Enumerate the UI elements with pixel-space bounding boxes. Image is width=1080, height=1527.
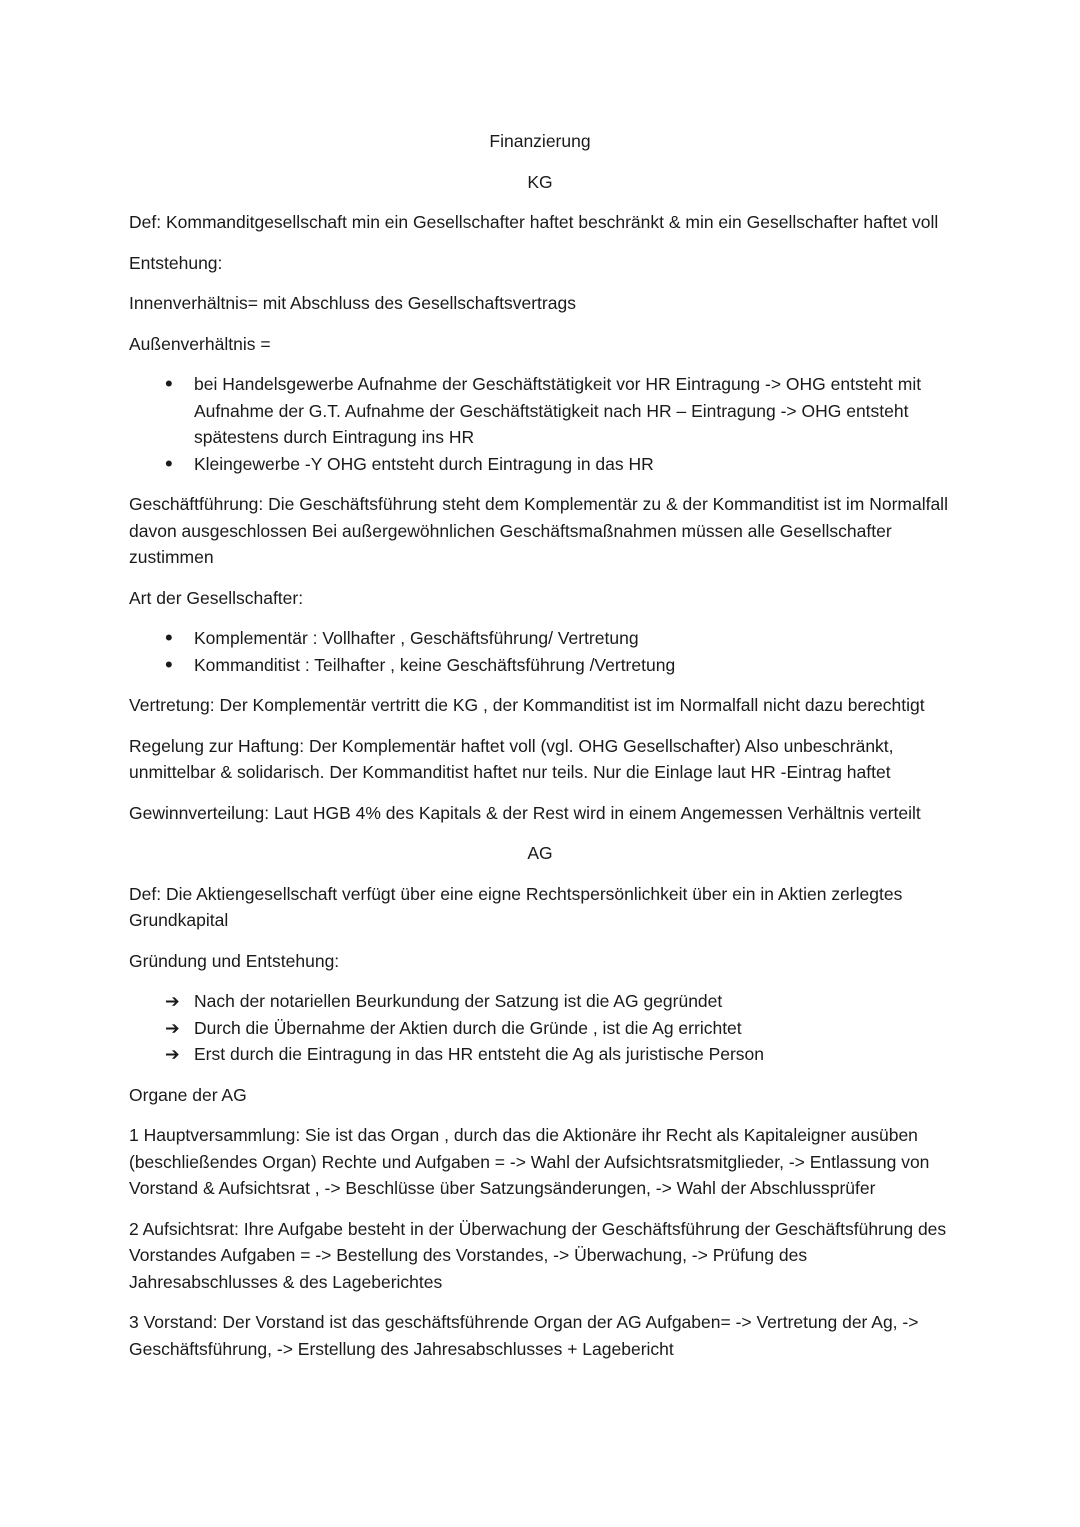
gesellschafter-list	[129, 625, 959, 678]
list-item	[129, 371, 959, 451]
list-item	[129, 625, 959, 652]
document-page	[129, 128, 959, 1376]
list-item	[129, 1041, 959, 1068]
ag-aufsichtsrat: 2 Aufsichtsrat: Ihre Aufgabe besteht in der Überwachung der Geschäftsführung der Geschäftsführung des Vorstandes Aufgaben = -> Bestellung des Vorstandes, -> Überwachung, -> Prüfung des Jahresabschlusses & des Lageberichtes	[129, 1218, 947, 1292]
list-item	[129, 652, 959, 679]
kg-haftung: Regelung zur Haftung: Der Komplementär haftet voll (vgl. OHG Gesellschafter) Also unbeschränkt, unmittelbar & solidarisch. Der Kommanditist haftet nur teils. Nur die Einlage laut HR -Eintrag haftet	[129, 735, 894, 782]
ag-gruendung-label: Gründung und Entstehung:	[129, 950, 340, 971]
kg-definition: Def: Kommanditgesellschaft min ein Gesellschafter haftet beschränkt & min ein Gesellschafter haftet voll	[129, 212, 939, 232]
list-item-text: Kleingewerbe -Y OHG entsteht durch Eintragung in das HR	[194, 453, 654, 474]
section-heading-kg: KG	[527, 171, 553, 192]
gruendung-list	[129, 988, 959, 1068]
ag-vorstand: 3 Vorstand: Der Vorstand ist das geschäftsführende Organ der AG Aufgaben= -> Vertretung der Ag, -> Geschäftsführung, -> Erstellung des Jahresabschlusses + Lagebericht	[129, 1312, 919, 1359]
ag-definition: Def: Die Aktiengesellschaft verfügt über eine eigne Rechtspersönlichkeit über ein in Aktien zerlegtes Grundkapital	[129, 883, 903, 930]
ag-hauptversammlung: 1 Hauptversammlung: Sie ist das Organ , durch das die Aktionäre ihr Recht als Kapitaleigner ausüben (beschließendes Organ) Rechte und Aufgaben = -> Wahl der Aufsichtsratsmitglieder, -> Entlassung von Vorstand & Aufsichtsrat , -> Beschlüsse über Satzungsänderungen, -> Wahl der Abschlussprüfer	[129, 1125, 930, 1198]
ag-organe-label: Organe der AG	[129, 1084, 247, 1105]
right-arrow-icon: ➔	[165, 1044, 180, 1064]
bullet-dot-icon	[165, 371, 185, 399]
list-item-text: Durch die Übernahme der Aktien durch die Gründe , ist die Ag errichtet	[194, 1017, 742, 1038]
kg-aussenverhaeltnis-label: Außenverhältnis =	[129, 333, 271, 354]
kg-art-label: Art der Gesellschafter:	[129, 587, 304, 608]
kg-vertretung: Vertretung: Der Komplementär vertritt die KG , der Kommanditist ist im Normalfall nicht dazu berechtigt	[129, 695, 925, 715]
kg-entstehung-label: Entstehung:	[129, 252, 223, 273]
bullet-dot-icon	[165, 451, 185, 479]
list-item-text: Erst durch die Eintragung in das HR entsteht die Ag als juristische Person	[194, 1044, 765, 1064]
bullet-dot-icon	[165, 625, 185, 653]
list-item	[129, 451, 959, 478]
right-arrow-icon: ➔	[165, 1017, 180, 1038]
list-item-text: Nach der notariellen Beurkundung der Satzung ist die AG gegründet	[194, 991, 723, 1011]
section-heading-ag: AG	[527, 843, 553, 863]
list-item	[129, 1015, 959, 1042]
right-arrow-icon: ➔	[165, 991, 180, 1011]
kg-innenverhaeltnis: Innenverhältnis= mit Abschluss des Gesellschaftsvertrags	[129, 293, 576, 313]
kg-geschaeftsfuehrung: Geschäftführung: Die Geschäftsführung steht dem Komplementär zu & der Kommanditist ist im Normalfall davon ausgeschlossen Bei außergewöhnlichen Geschäftsmaßnahmen müssen alle Gesellschafter zustimmen	[129, 494, 948, 567]
list-item-text: Kommanditist : Teilhafter , keine Geschäftsführung /Vertretung	[194, 654, 676, 675]
kg-gewinnverteilung: Gewinnverteilung: Laut HGB 4% des Kapitals & der Rest wird in einem Angemessen Verhältnis verteilt	[129, 802, 921, 823]
list-item	[129, 988, 959, 1015]
list-item-text: Komplementär : Vollhafter , Geschäftsführung/ Vertretung	[194, 628, 639, 648]
aussenverhaeltnis-list	[129, 371, 959, 477]
list-item-text: bei Handelsgewerbe Aufnahme der Geschäftstätigkeit vor HR Eintragung -> OHG entsteht mit Aufnahme der G.T. Aufnahme der Geschäftstätigkeit nach HR – Eintragung -> OHG entsteht spätestens durch Eintragung ins HR	[194, 374, 922, 447]
bullet-dot-icon	[165, 652, 185, 680]
document-title: Finanzierung	[489, 131, 591, 151]
